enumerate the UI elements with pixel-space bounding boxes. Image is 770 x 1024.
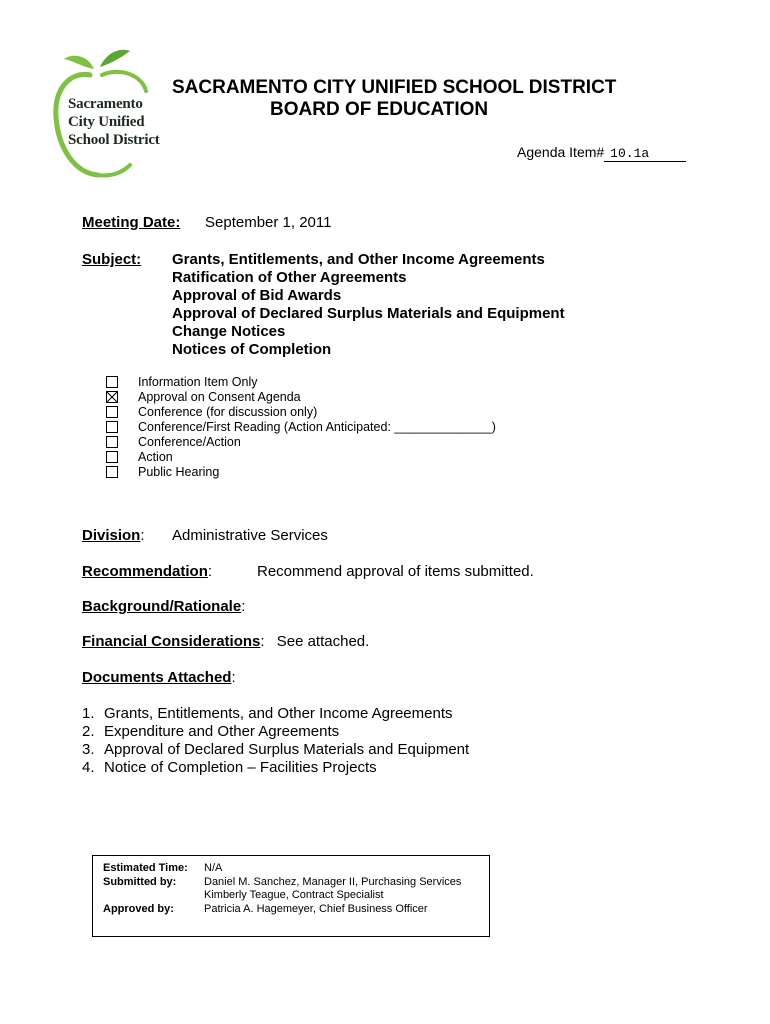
checkbox-label: Conference (for discussion only) xyxy=(138,405,318,419)
documents-label-group xyxy=(82,669,236,686)
list-item xyxy=(82,741,469,759)
checkbox-first-reading[interactable] xyxy=(106,421,118,433)
approved-by-label: Approved by: xyxy=(103,903,174,915)
financial-value: See attached. xyxy=(276,633,370,650)
checkbox-action[interactable] xyxy=(106,451,118,463)
meeting-date-label: Meeting Date: xyxy=(82,214,181,231)
background-colon: : xyxy=(241,598,246,615)
division-colon: : xyxy=(140,527,145,544)
checkbox-label: Action xyxy=(138,450,173,464)
submitted-by-value-2: Kimberly Teague, Contract Specialist xyxy=(204,889,384,901)
checkbox-label: Information Item Only xyxy=(138,375,258,389)
checkbox-conference[interactable] xyxy=(106,406,118,418)
background-label-group xyxy=(82,598,245,615)
submitted-by-label: Submitted by: xyxy=(103,876,177,888)
agenda-item xyxy=(517,144,686,162)
list-item xyxy=(82,759,469,777)
recommendation-colon: : xyxy=(207,563,213,580)
division-label-group xyxy=(82,527,145,544)
submission-info-box xyxy=(92,855,490,937)
documents-colon: : xyxy=(231,669,236,686)
checkbox-label: Conference/First Reading (Action Anticipated: ______________) xyxy=(138,420,496,434)
subject-label: Subject: xyxy=(82,251,142,268)
background-label: Background/Rationale xyxy=(82,598,242,615)
logo-text-line-3: School District xyxy=(68,132,160,148)
list-number: 2. xyxy=(82,723,95,740)
financial-label: Financial Considerations xyxy=(82,633,261,650)
estimated-time-label: Estimated Time: xyxy=(103,862,188,874)
checkbox-consent-agenda[interactable] xyxy=(106,391,118,403)
list-number: 1. xyxy=(82,705,95,722)
financial-label-group xyxy=(82,633,369,650)
agenda-item-label: Agenda Item# xyxy=(517,144,605,160)
checkbox-conference-action[interactable] xyxy=(106,436,118,448)
documents-label: Documents Attached xyxy=(82,669,232,686)
recommendation-value: Recommend approval of items submitted. xyxy=(257,563,534,580)
approved-by-value: Patricia A. Hagemeyer, Chief Business Officer xyxy=(204,903,428,915)
recommendation-label-group xyxy=(82,563,212,580)
list-text: Notice of Completion – Facilities Projects xyxy=(104,759,377,776)
submitted-by-value-1: Daniel M. Sanchez, Manager II, Purchasing Services xyxy=(204,876,462,888)
checkbox-label: Public Hearing xyxy=(138,465,220,479)
subject-line: Approval of Declared Surplus Materials and Equipment xyxy=(172,305,565,322)
subject-line: Notices of Completion xyxy=(172,341,332,358)
list-item xyxy=(82,705,469,723)
division-label: Division xyxy=(82,527,141,544)
logo-text-line-2: City Unified xyxy=(68,114,145,130)
list-number: 4. xyxy=(82,759,95,776)
recommendation-label: Recommendation xyxy=(82,563,208,580)
checkbox-public-hearing[interactable] xyxy=(106,466,118,478)
checkbox-information-item[interactable] xyxy=(106,376,118,388)
district-logo xyxy=(50,45,160,180)
financial-colon: : xyxy=(260,633,265,650)
list-number: 3. xyxy=(82,741,95,758)
check-x-icon xyxy=(107,392,117,402)
checkbox-label: Approval on Consent Agenda xyxy=(138,390,301,404)
list-text: Grants, Entitlements, and Other Income Agreements xyxy=(104,705,453,722)
checkbox-label: Conference/Action xyxy=(138,435,241,449)
logo-text-line-1: Sacramento xyxy=(68,96,143,112)
list-text: Approval of Declared Surplus Materials and Equipment xyxy=(104,741,470,758)
subject-line: Grants, Entitlements, and Other Income Agreements xyxy=(172,251,545,268)
subject-line: Change Notices xyxy=(172,323,286,340)
agenda-item-value: 10.1a xyxy=(604,147,686,162)
subject-line: Approval of Bid Awards xyxy=(172,287,342,304)
estimated-time-value: N/A xyxy=(204,862,223,874)
list-item xyxy=(82,723,469,741)
board-title: BOARD OF EDUCATION xyxy=(270,99,489,120)
division-value: Administrative Services xyxy=(172,527,328,544)
documents-list xyxy=(82,705,469,777)
district-title: SACRAMENTO CITY UNIFIED SCHOOL DISTRICT xyxy=(172,77,617,98)
list-text: Expenditure and Other Agreements xyxy=(104,723,340,740)
subject-line: Ratification of Other Agreements xyxy=(172,269,407,286)
subject-list xyxy=(172,251,565,359)
meeting-date-value: September 1, 2011 xyxy=(205,214,332,231)
